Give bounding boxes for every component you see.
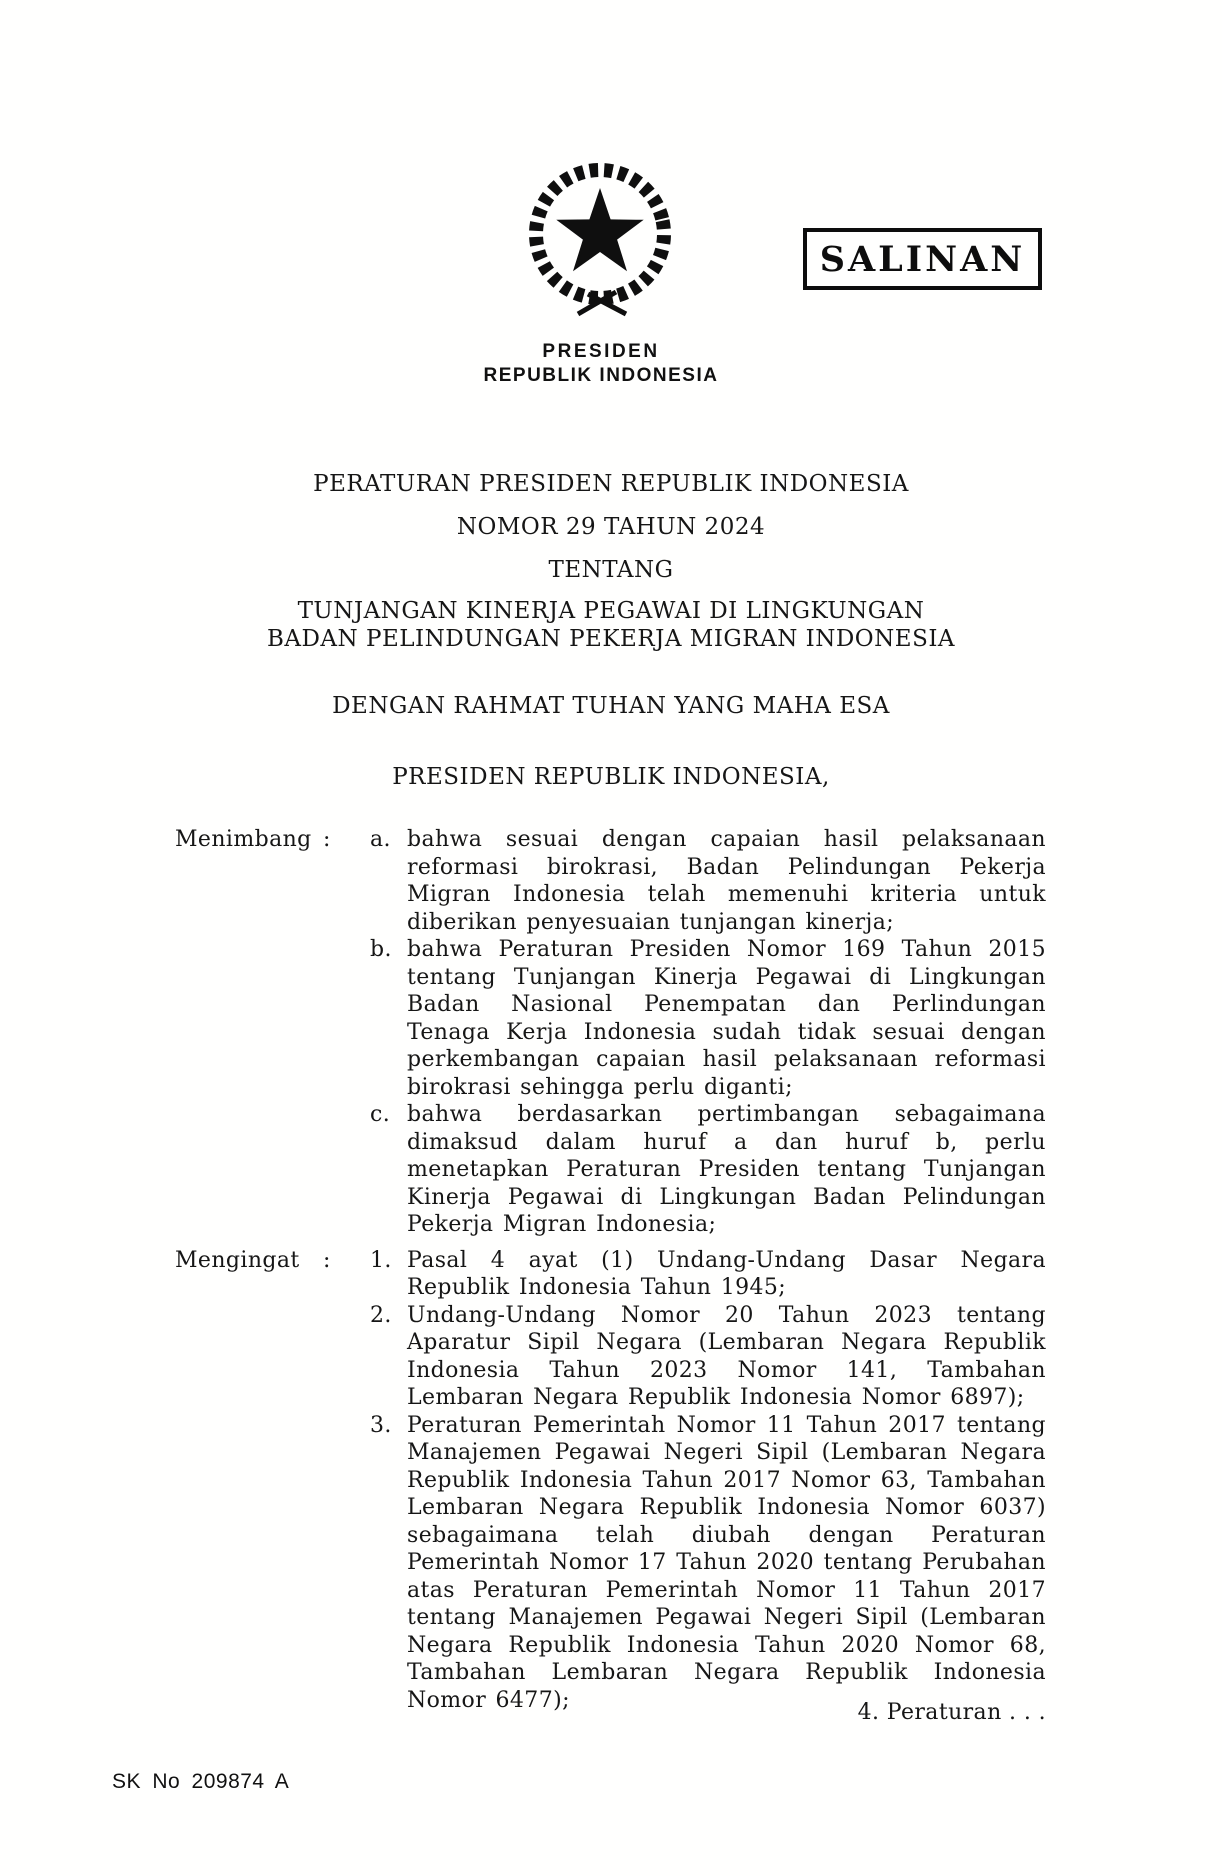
item-marker: a. [370,827,391,852]
sk-number: SK No 209874 A [112,1770,290,1793]
legal-basis-separator: : [323,1247,331,1273]
item-marker: 1. [370,1247,392,1273]
item-marker: c. [370,1102,391,1127]
item-text: bahwa sesuai dengan capaian hasil pelaksanaan reformasi birokrasi, Badan Pelindungan Pekerja Migran Indonesia telah memenuhi kriteria untuk diberikan penyesuaian tunjangan kinerja; [407,827,1046,935]
item-marker: 2. [370,1302,392,1328]
org-name-line1: PRESIDEN [542,341,660,362]
legal-basis-item [370,1247,1046,1302]
subject-line1: TUNJANGAN KINERJA PEGAWAI DI LINGKUNGAN [297,598,925,624]
regulation-subject [0,598,1222,653]
consideration-item [370,826,1046,936]
item-text: Undang-Undang Nomor 20 Tahun 2023 tentang Aparatur Sipil Negara (Lembaran Negara Republik Indonesia Tahun 2023 Nomor 141, Tambahan Lembaran Negara Republik Indonesia Nomor 6897); [407,1302,1046,1410]
legal-basis-label: Mengingat [175,1247,300,1273]
continuation-catchword: 4. Peraturan . . . [857,1700,1046,1725]
salinan-stamp: SALINAN [803,228,1042,290]
legal-basis-section [175,1247,1046,1715]
item-marker: b. [370,937,392,962]
item-text: Peraturan Pemerintah Nomor 11 Tahun 2017 tentang Manajemen Pegawai Negeri Sipil (Lembaran Negara Republik Indonesia Tahun 2017 Nomor 63, Tambahan Lembaran Negara Republik Indonesia Nomor 6037) sebagaimana telah diubah dengan Peraturan Pemerintah Nomor 17 Tahun 2020 tentang Perubahan atas Peraturan Pemerintah Nomor 11 Tahun 2017 tentang Manajemen Pegawai Negeri Sipil (Lembaran Negara Republik Indonesia Tahun 2020 Nomor 68, Tambahan Lembaran Negara Republik Indonesia Nomor 6477); [407,1412,1046,1713]
item-text: Pasal 4 ayat (1) Undang-Undang Dasar Negara Republik Indonesia Tahun 1945; [407,1247,1046,1300]
consideration-item [370,936,1046,1101]
considerations-items [370,826,1046,1239]
regulation-title: PERATURAN PRESIDEN REPUBLIK INDONESIA [313,471,909,497]
document-body [175,826,1046,1714]
enacting-authority: PRESIDEN REPUBLIK INDONESIA, [392,764,830,790]
subject-line2: BADAN PELINDUNGAN PEKERJA MIGRAN INDONESIA [266,625,956,652]
legal-basis-item [370,1302,1046,1412]
about-label: TENTANG [548,557,674,583]
star-wreath-icon [520,156,680,320]
considerations-section [175,826,1046,1239]
letterhead [451,340,751,388]
invocation: DENGAN RAHMAT TUHAN YANG MAHA ESA [332,693,890,719]
consideration-item [370,1101,1046,1239]
org-name-line2: REPUBLIK INDONESIA [483,365,719,386]
item-text: bahwa berdasarkan pertimbangan sebagaimana dimaksud dalam huruf a dan huruf b, perlu menetapkan Peraturan Presiden tentang Tunjangan Kinerja Pegawai di Lingkungan Badan Pelindungan Pekerja Migran Indonesia; [407,1102,1046,1237]
considerations-label: Menimbang [175,827,312,852]
considerations-separator: : [323,827,331,852]
presidential-seal [520,156,680,320]
regulation-number: NOMOR 29 TAHUN 2024 [456,514,766,540]
legal-basis-item [370,1412,1046,1715]
item-marker: 3. [370,1412,392,1438]
legal-basis-items [370,1247,1046,1715]
item-text: bahwa Peraturan Presiden Nomor 169 Tahun 2015 tentang Tunjangan Kinerja Pegawai di Lingkungan Badan Nasional Penempatan dan Perlindungan Tenaga Kerja Indonesia sudah tidak sesuai dengan perkembangan capaian hasil pelaksanaan reformasi birokrasi sehingga perlu diganti; [407,937,1046,1100]
